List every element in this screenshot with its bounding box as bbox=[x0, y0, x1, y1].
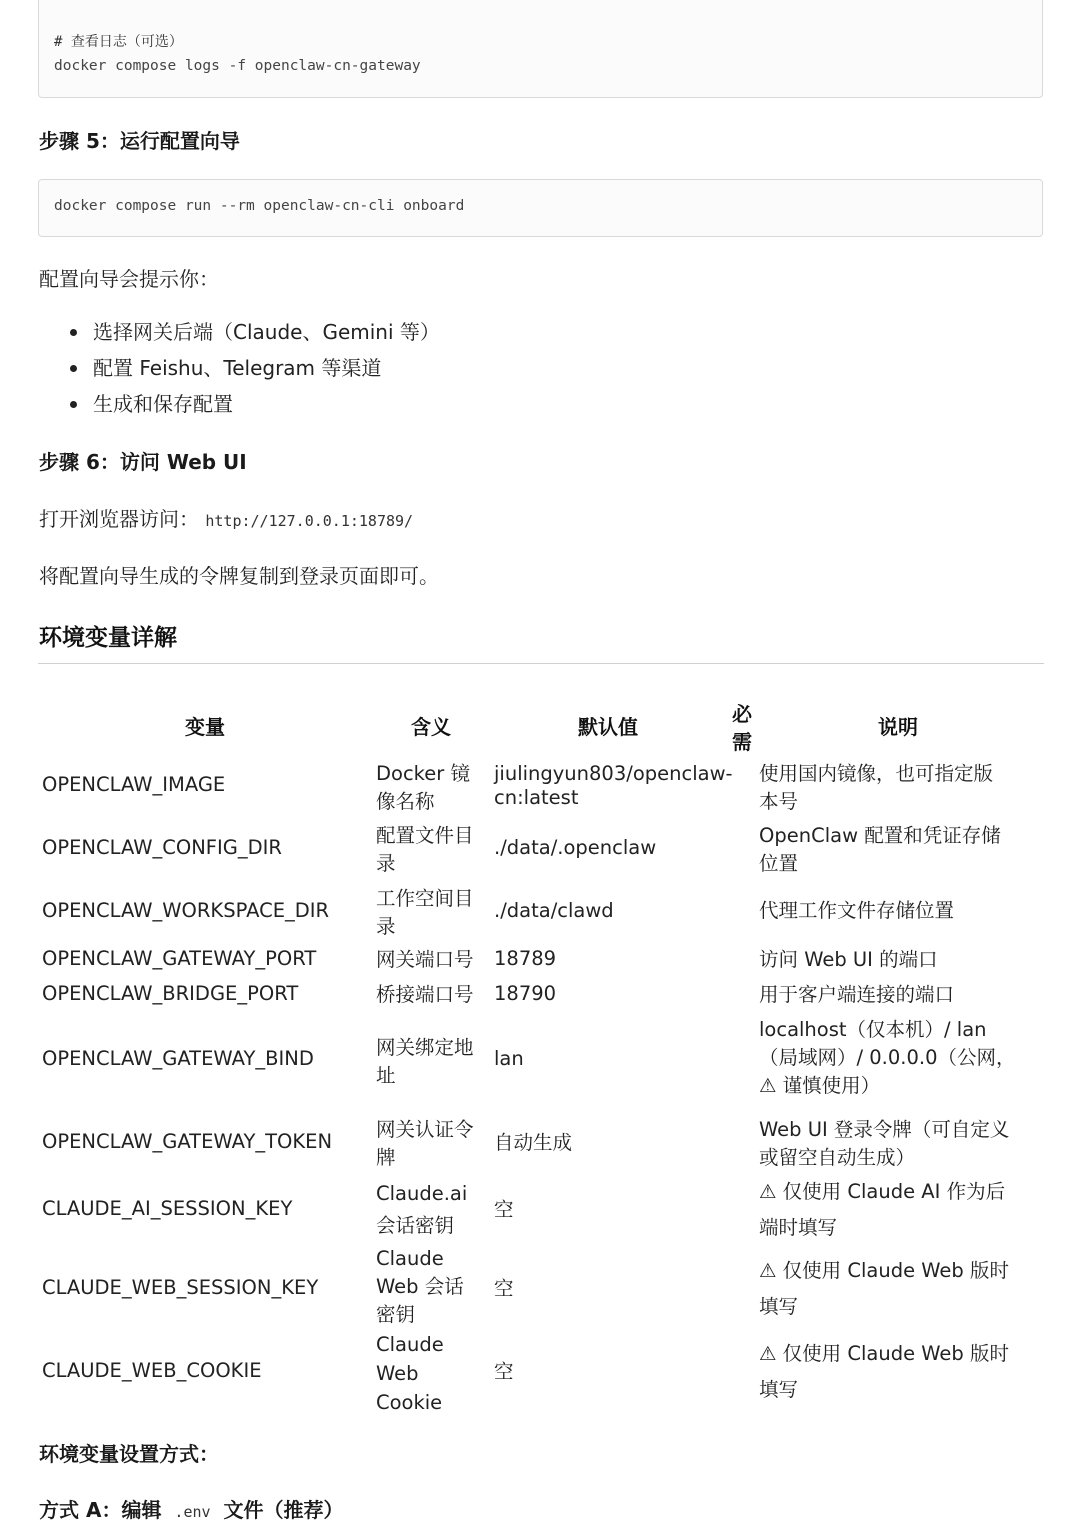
cell-line: localhost（仅本机）/ lan bbox=[759, 1018, 987, 1041]
cell-line: Web UI 登录令牌（可自定义 bbox=[759, 1118, 1010, 1141]
cell-line: 填写 bbox=[759, 1295, 799, 1318]
th-meaning: 含义 bbox=[411, 715, 451, 739]
cell-line: 18789 bbox=[494, 947, 557, 970]
cell-line: 空 bbox=[494, 1277, 514, 1300]
step5-bullet-list bbox=[70, 316, 440, 424]
cell-line: 工作空间目 bbox=[376, 887, 474, 910]
th-required-1: 必 bbox=[732, 702, 752, 726]
cell-meaning bbox=[376, 822, 488, 878]
cell-desc bbox=[759, 1178, 1044, 1242]
cell-desc bbox=[759, 1016, 1044, 1100]
th-desc: 说明 bbox=[878, 715, 918, 739]
cell-default bbox=[494, 1129, 744, 1157]
cell-default bbox=[494, 945, 744, 973]
cell-line: 网关认证令 bbox=[376, 1118, 474, 1141]
cell-line: 配置文件目 bbox=[376, 824, 474, 847]
cell-line: 使用国内镜像，也可指定版 bbox=[759, 762, 994, 785]
method-a-suffix: 文件（推荐） bbox=[223, 1498, 344, 1522]
cell-line: cn:latest bbox=[494, 786, 579, 809]
cell-line: Docker 镜 bbox=[376, 762, 470, 785]
env-section-heading: 环境变量详解 bbox=[39, 625, 177, 651]
list-item: 选择网关后端（Claude、Gemini 等） bbox=[70, 316, 440, 352]
cell-default bbox=[494, 1196, 744, 1224]
cell-line: （局域网）/ 0.0.0.0（公网， bbox=[759, 1046, 1016, 1069]
code-command-logs: docker compose logs -f openclaw-cn-gateway bbox=[54, 58, 421, 74]
cell-line: 桥接端口号 bbox=[376, 983, 474, 1006]
cell-desc bbox=[759, 1340, 1044, 1404]
cell-line: OpenClaw 配置和凭证存储 bbox=[759, 824, 1001, 847]
code-block-logs bbox=[38, 0, 1043, 98]
code-block-onboard bbox=[38, 179, 1043, 237]
cell-line: 位置 bbox=[759, 852, 799, 875]
cell-line: 网关端口号 bbox=[376, 948, 474, 971]
cell-desc bbox=[759, 897, 1044, 925]
cell-line: 端时填写 bbox=[759, 1216, 838, 1239]
cell-line: 填写 bbox=[759, 1378, 799, 1401]
cell-line: 空 bbox=[494, 1360, 514, 1383]
list-item: 配置 Feishu、Telegram 等渠道 bbox=[70, 352, 440, 388]
env-file-code: .env bbox=[174, 1503, 211, 1521]
cell-desc bbox=[759, 981, 1044, 1009]
cell-default bbox=[494, 834, 744, 862]
code-command-onboard: docker compose run --rm openclaw-cn-cli onboard bbox=[54, 198, 465, 214]
cell-default bbox=[494, 980, 744, 1008]
cell-desc bbox=[759, 822, 1044, 878]
cell-line: Claude bbox=[376, 1333, 444, 1356]
cell-line: ./data/.openclaw bbox=[494, 836, 657, 859]
step6-note: 将配置向导生成的令牌复制到登录页面即可。 bbox=[39, 564, 439, 588]
cell-line: 址 bbox=[376, 1064, 396, 1087]
cell-meaning bbox=[376, 1116, 488, 1172]
cell-line: 空 bbox=[494, 1198, 514, 1221]
cell-line: ⚠ 仅使用 Claude Web 版时 bbox=[759, 1259, 1010, 1282]
web-ui-url[interactable]: http://127.0.0.1:18789/ bbox=[205, 512, 414, 530]
cell-default bbox=[494, 1358, 744, 1386]
th-required-2: 需 bbox=[732, 730, 752, 754]
cell-line: 录 bbox=[376, 852, 396, 875]
cell-line: 本号 bbox=[759, 790, 799, 813]
cell-default bbox=[494, 897, 744, 925]
cell-line: 网关绑定地 bbox=[376, 1036, 474, 1059]
code-comment: # 查看日志（可选） bbox=[54, 34, 183, 50]
step6-heading: 步骤 6：访问 Web UI bbox=[39, 450, 247, 474]
cell-line: Claude.ai bbox=[376, 1182, 468, 1205]
cell-default bbox=[494, 1045, 744, 1073]
cell-line: 18790 bbox=[494, 982, 557, 1005]
cell-line: ./data/clawd bbox=[494, 899, 614, 922]
step6-open-prefix: 打开浏览器访问： bbox=[39, 507, 199, 531]
cell-line: ⚠ 仅使用 Claude Web 版时 bbox=[759, 1342, 1010, 1365]
method-a-prefix: 方式 A：编辑 bbox=[39, 1498, 162, 1522]
cell-line: ⚠ 谨慎使用） bbox=[759, 1074, 881, 1097]
cell-line: Web 会话 bbox=[376, 1275, 464, 1298]
cell-line: Cookie bbox=[376, 1391, 443, 1414]
cell-line: lan bbox=[494, 1047, 524, 1070]
cell-meaning bbox=[376, 1245, 488, 1329]
env-setup-heading: 环境变量设置方式： bbox=[39, 1442, 219, 1466]
cell-var: OPENCLAW_IMAGE bbox=[42, 773, 226, 796]
cell-line: 牌 bbox=[376, 1146, 396, 1169]
step5-heading: 步骤 5：运行配置向导 bbox=[39, 129, 240, 153]
cell-var: CLAUDE_WEB_COOKIE bbox=[42, 1359, 262, 1382]
cell-meaning bbox=[376, 1034, 488, 1090]
th-default: 默认值 bbox=[578, 715, 638, 739]
list-item: 生成和保存配置 bbox=[70, 388, 440, 424]
cell-line: ⚠ 仅使用 Claude AI 作为后 bbox=[759, 1180, 1006, 1203]
cell-meaning bbox=[376, 981, 488, 1009]
cell-meaning bbox=[376, 1333, 488, 1415]
section-divider bbox=[38, 663, 1044, 664]
cell-line: 像名称 bbox=[376, 790, 435, 813]
cell-default bbox=[494, 1275, 744, 1303]
th-var: 变量 bbox=[185, 715, 225, 739]
cell-line: 或留空自动生成） bbox=[759, 1146, 916, 1169]
cell-default bbox=[494, 762, 744, 810]
cell-desc bbox=[759, 946, 1044, 974]
cell-desc bbox=[759, 1257, 1044, 1321]
cell-meaning bbox=[376, 885, 488, 941]
cell-line: 密钥 bbox=[376, 1303, 416, 1326]
cell-var: OPENCLAW_GATEWAY_PORT bbox=[42, 947, 317, 970]
step5-intro: 配置向导会提示你： bbox=[39, 267, 219, 291]
cell-line: jiulingyun803/openclaw- bbox=[494, 762, 733, 785]
cell-desc bbox=[759, 760, 1044, 816]
cell-meaning bbox=[376, 760, 488, 816]
method-a-heading bbox=[39, 1494, 344, 1523]
cell-var: CLAUDE_AI_SESSION_KEY bbox=[42, 1197, 293, 1220]
cell-line: 访问 Web UI 的端口 bbox=[759, 948, 938, 971]
cell-var: OPENCLAW_GATEWAY_TOKEN bbox=[42, 1130, 333, 1153]
cell-line: Claude bbox=[376, 1247, 444, 1270]
cell-line: 用于客户端连接的端口 bbox=[759, 983, 955, 1006]
cell-var: OPENCLAW_CONFIG_DIR bbox=[42, 836, 282, 859]
cell-var: OPENCLAW_WORKSPACE_DIR bbox=[42, 899, 330, 922]
cell-line: 录 bbox=[376, 915, 396, 938]
cell-line: 代理工作文件存储位置 bbox=[759, 899, 955, 922]
cell-line: 会话密钥 bbox=[376, 1214, 455, 1237]
cell-var: OPENCLAW_GATEWAY_BIND bbox=[42, 1047, 314, 1070]
cell-desc bbox=[759, 1116, 1044, 1172]
cell-var: CLAUDE_WEB_SESSION_KEY bbox=[42, 1276, 319, 1299]
cell-line: Web bbox=[376, 1362, 419, 1385]
cell-meaning bbox=[376, 946, 488, 974]
cell-line: 自动生成 bbox=[494, 1131, 573, 1154]
cell-meaning bbox=[376, 1180, 488, 1240]
step6-open-line bbox=[39, 503, 413, 532]
cell-var: OPENCLAW_BRIDGE_PORT bbox=[42, 982, 299, 1005]
